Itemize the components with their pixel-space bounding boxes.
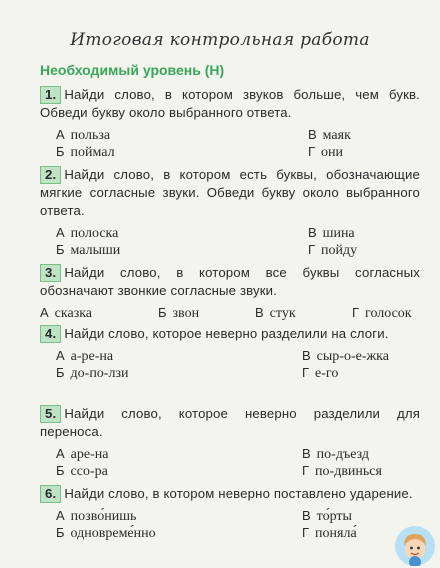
task-number: 3. <box>40 264 61 282</box>
answer-options <box>40 126 420 160</box>
task-question <box>40 325 420 343</box>
task-6 <box>40 485 420 541</box>
option-b[interactable]: Б малыши <box>56 242 121 258</box>
task-question <box>40 166 420 220</box>
question-text: Найди слово, которое неверно разделили для переноса. <box>40 406 420 439</box>
option-a[interactable]: А аре-на <box>56 446 109 462</box>
mascot-icon <box>395 526 435 566</box>
task-1 <box>40 86 420 160</box>
option-g[interactable]: Г е-го <box>302 365 339 381</box>
task-number: 5. <box>40 405 61 423</box>
answer-options <box>40 445 420 479</box>
option-v[interactable]: В шина <box>308 225 355 241</box>
answer-options <box>40 507 420 541</box>
option-v[interactable]: В то́рты <box>302 508 352 524</box>
task-number: 4. <box>40 325 61 343</box>
question-text: Найди слово, в котором все буквы согласных обозначают звонкие согласные звуки. <box>40 265 420 298</box>
option-a[interactable]: А сказка <box>40 305 93 321</box>
option-b[interactable]: Б поймал <box>56 144 115 160</box>
task-number: 6. <box>40 485 61 503</box>
option-g[interactable]: Г пойду <box>308 242 358 258</box>
option-g[interactable]: Г по-двинься <box>302 463 382 479</box>
task-question <box>40 264 420 300</box>
level-heading: Необходимый уровень (Н) <box>40 62 225 78</box>
task-4 <box>40 325 420 381</box>
page-title: Итоговая контрольная работа <box>70 30 370 50</box>
option-b[interactable]: Б одновреме́нно <box>56 525 156 541</box>
task-number: 1. <box>40 86 61 104</box>
task-3 <box>40 264 420 321</box>
option-b[interactable]: Б ссо-ра <box>56 463 108 479</box>
option-a[interactable]: А а-ре-на <box>56 348 114 364</box>
task-number: 2. <box>40 166 61 184</box>
option-v[interactable]: В по-дъезд <box>302 446 369 462</box>
option-g[interactable]: Г голосок <box>352 305 412 321</box>
option-a[interactable]: А позво́нишь <box>56 508 137 524</box>
question-text: Найди слово, в котором звуков больше, чем букв. Обведи букву около выбранного ответа. <box>40 87 420 120</box>
question-text: Найди слово, которое неверно разделили на слоги. <box>64 326 389 341</box>
answer-options <box>40 304 420 321</box>
task-question <box>40 86 420 122</box>
task-question <box>40 485 420 503</box>
option-v[interactable]: В маяк <box>308 127 351 143</box>
question-text: Найди слово, в котором есть буквы, обозначающие мягкие согласные звуки. Обведи букву около выбранного ответа. <box>40 167 420 218</box>
option-v[interactable]: В стук <box>255 305 296 321</box>
option-v[interactable]: В сыр-о-е-жка <box>302 348 389 364</box>
answer-options <box>40 224 420 258</box>
question-text: Найди слово, в котором неверно поставлено ударение. <box>64 486 413 501</box>
option-b[interactable]: Б до-по-лзи <box>56 365 129 381</box>
task-question <box>40 405 420 441</box>
option-a[interactable]: А польза <box>56 127 111 143</box>
task-5 <box>40 405 420 479</box>
option-g[interactable]: Г поняла́ <box>302 525 357 541</box>
task-2 <box>40 166 420 258</box>
option-b[interactable]: Б звон <box>158 305 200 321</box>
answer-options <box>40 347 420 381</box>
option-a[interactable]: А полоска <box>56 225 119 241</box>
option-g[interactable]: Г они <box>308 144 344 160</box>
